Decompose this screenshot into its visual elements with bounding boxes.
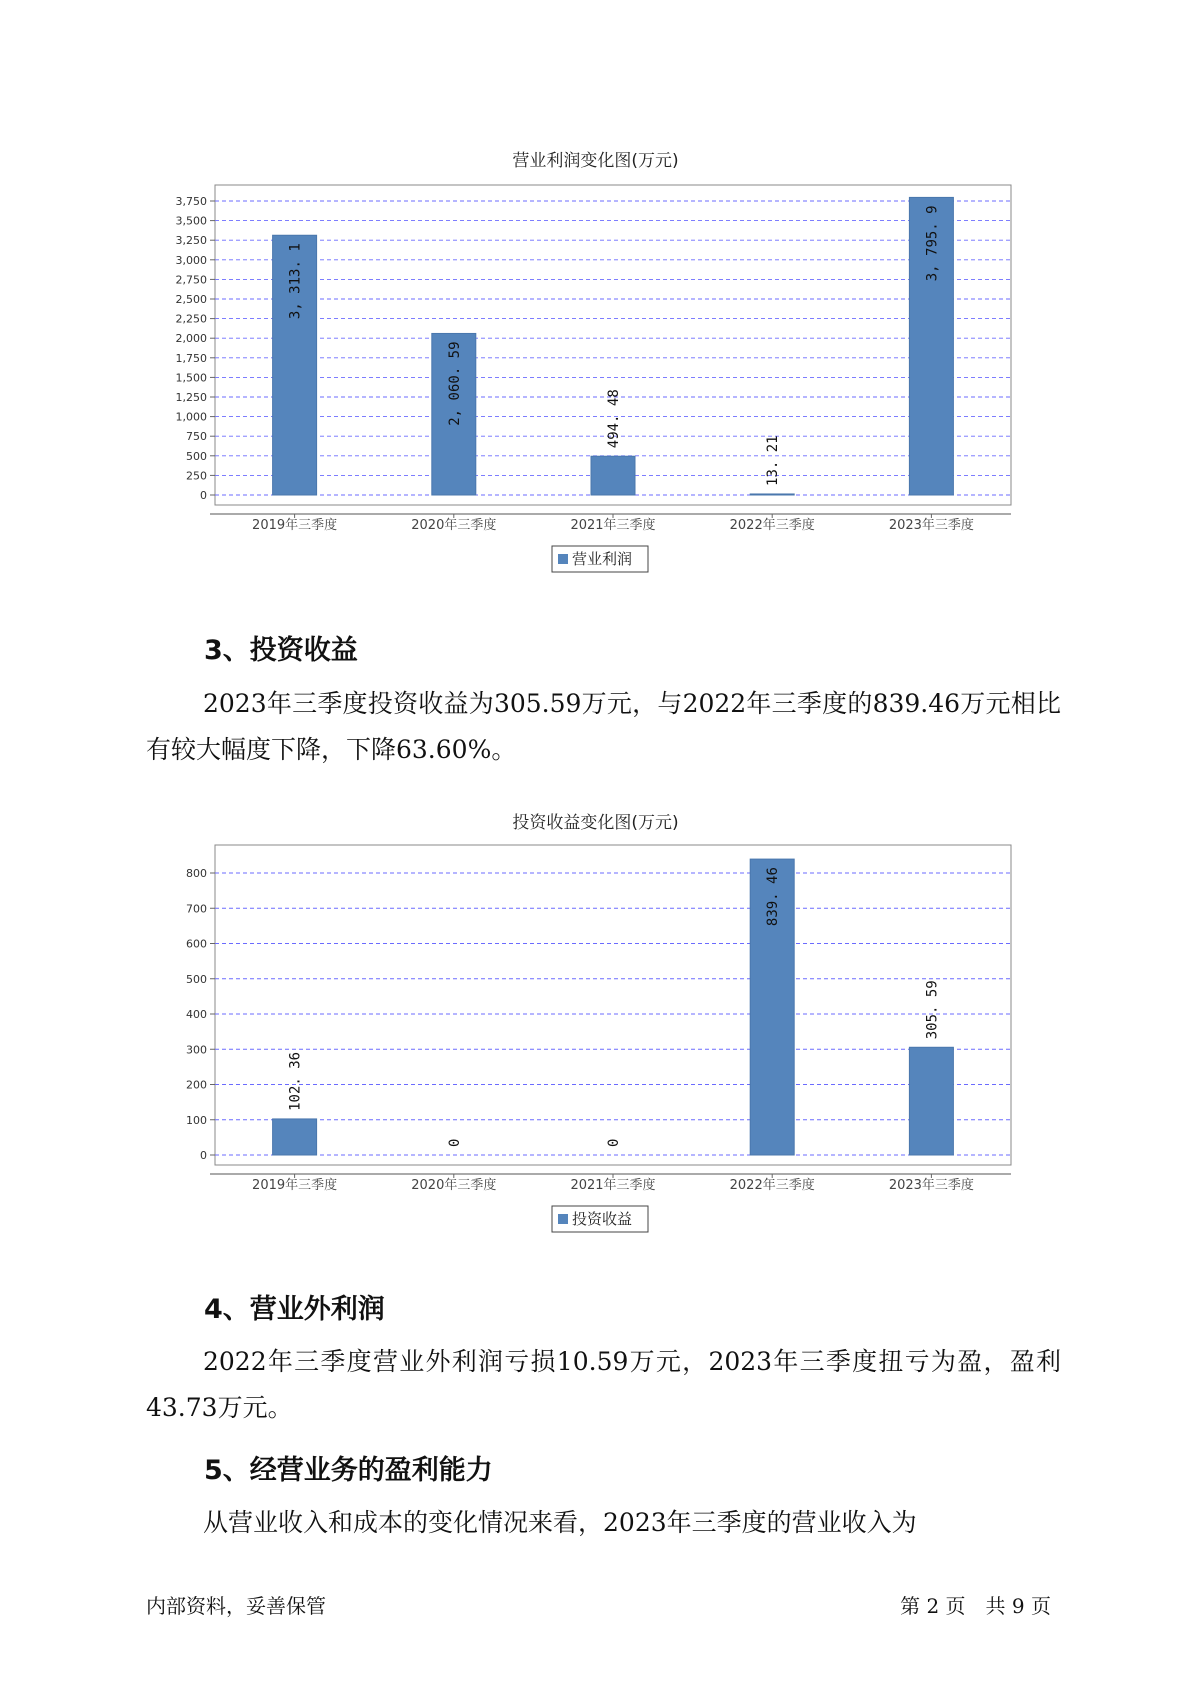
bar-value-label: 2, 060. 59	[446, 341, 463, 426]
y-tick-label: 500	[186, 449, 207, 463]
y-tick-label: 2,750	[175, 273, 207, 287]
bar	[273, 1119, 317, 1155]
y-tick-label: 2,000	[175, 332, 207, 346]
y-tick-label: 1,750	[175, 351, 207, 365]
x-category-label: 2020年三季度	[411, 518, 497, 533]
y-tick-label: 500	[186, 972, 207, 986]
y-tick-label: 3,000	[175, 253, 207, 267]
y-tick-label: 100	[186, 1113, 207, 1127]
bar-value-label: 3, 795. 9	[924, 205, 941, 282]
y-tick-label: 600	[186, 937, 207, 951]
x-category-label: 2022年三季度	[729, 1178, 815, 1193]
y-tick-label: 0	[200, 489, 207, 502]
y-tick-label: 250	[186, 469, 207, 483]
x-category-label: 2020年三季度	[411, 1178, 497, 1193]
section-heading-investment-income: 3、投资收益	[204, 635, 358, 666]
footer-page-number: 第 2 页 共 9 页	[900, 1594, 1051, 1618]
y-tick-label: 700	[186, 902, 207, 916]
chart-legend	[552, 1206, 648, 1232]
section-text-investment-income: 2023年三季度投资收益为305.59万元，与2022年三季度的839.46万元相比有较大幅度下降，下降63.60%。	[146, 689, 1061, 764]
bar-value-label: 13. 21	[765, 435, 782, 486]
y-tick-label: 200	[186, 1078, 207, 1092]
bar-value-label: 102. 36	[287, 1051, 304, 1111]
footer-confidential-note: 内部资料，妥善保管	[146, 1594, 326, 1618]
bar	[909, 1047, 953, 1155]
x-category-label: 2019年三季度	[252, 518, 338, 533]
x-category-label: 2023年三季度	[888, 518, 974, 533]
x-category-label: 2023年三季度	[888, 1178, 974, 1193]
y-tick-label: 300	[186, 1043, 207, 1057]
y-tick-label: 750	[186, 430, 207, 444]
legend-swatch	[558, 1214, 568, 1224]
chart1-title: 营业利润变化图(万元)	[512, 151, 679, 171]
y-tick-label: 0	[200, 1149, 207, 1162]
bar-value-label: 0	[606, 1138, 622, 1147]
x-category-label: 2022年三季度	[729, 518, 815, 533]
y-tick-label: 1,000	[175, 410, 207, 424]
y-tick-label: 1,250	[175, 391, 207, 404]
x-category-label: 2021年三季度	[570, 518, 656, 533]
section-heading-non-operating-profit: 4、营业外利润	[204, 1294, 385, 1325]
x-category-label: 2019年三季度	[252, 1178, 338, 1193]
y-tick-label: 2,500	[175, 293, 207, 306]
section-heading-business-profitability: 5、经营业务的盈利能力	[204, 1455, 493, 1486]
y-tick-label: 3,750	[175, 195, 207, 208]
x-category-label: 2021年三季度	[570, 1178, 656, 1193]
bar-value-label: 0	[446, 1138, 463, 1147]
y-tick-label: 3,500	[175, 214, 207, 228]
bar-value-label: 494. 48	[606, 389, 622, 449]
y-tick-label: 2,250	[175, 312, 207, 326]
section-text-business-profitability: 从营业收入和成本的变化情况来看，2023年三季度的营业收入为	[203, 1508, 917, 1537]
y-tick-label: 800	[186, 867, 207, 880]
bar-value-label: 839. 46	[765, 867, 782, 927]
bar-value-label: 305. 59	[924, 980, 941, 1040]
chart2-title: 投资收益变化图(万元)	[512, 813, 679, 833]
plot-area	[215, 845, 1011, 1165]
section-text-non-operating-profit: 2022年三季度营业外利润亏损10.59万元，2023年三季度扭亏为盈，盈利43.73万元。	[146, 1347, 1061, 1422]
y-tick-label: 1,500	[175, 371, 207, 385]
y-tick-label: 3,250	[175, 234, 207, 248]
y-tick-label: 400	[186, 1008, 207, 1021]
legend-label: 投资收益	[572, 1210, 633, 1228]
legend-label: 营业利润	[572, 550, 633, 568]
bar-value-label: 3, 313. 1	[287, 243, 304, 320]
